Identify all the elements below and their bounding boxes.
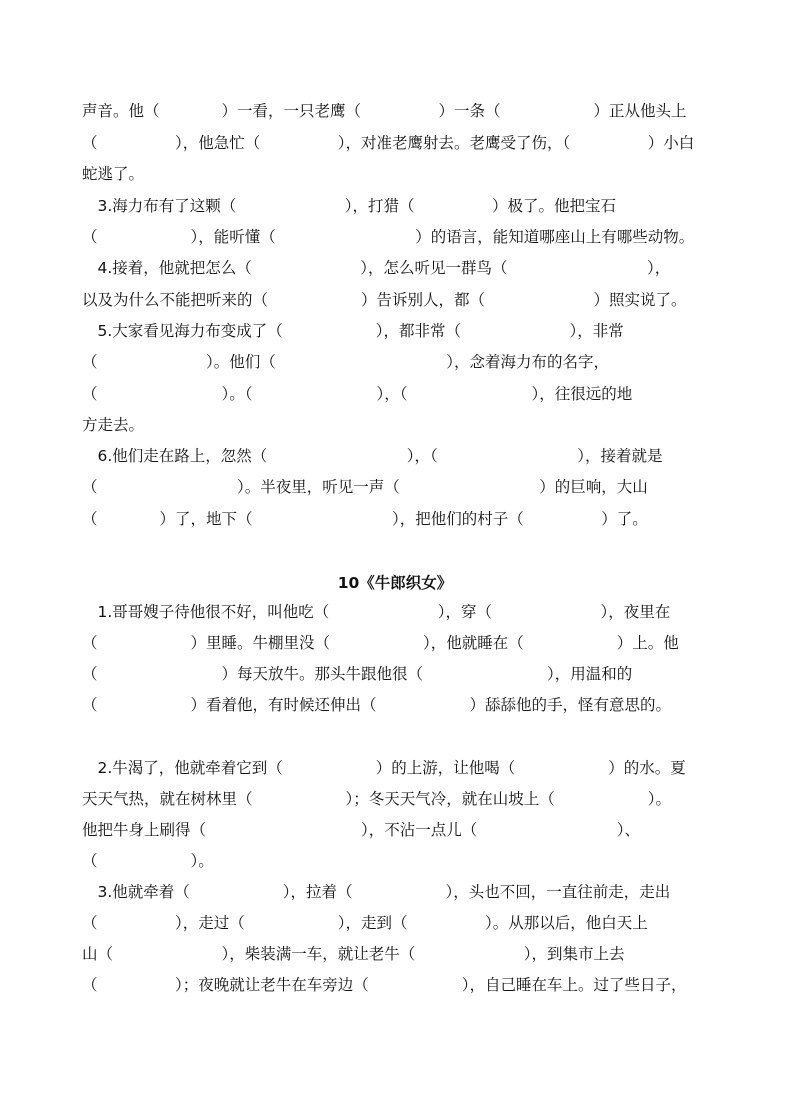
question-1-line-3: （ ）每天放牛。那头牛跟他很（ ），用温和的 [82, 665, 633, 683]
question-3-line-1: 3.海力布有了这颗（ ），打猎（ ）极了。他把宝石 [82, 197, 617, 215]
question-3b-line-3: 山（ ），柴装满一车，就让老牛（ ），到集市上去 [82, 945, 625, 963]
text-line: 蛇逃了。 [82, 165, 145, 183]
section-heading: 10《牛郎织女》 [337, 574, 453, 592]
question-5-line-2: （ ）。他们（ ），念着海力布的名字， [82, 353, 610, 371]
question-6-line-3: （ ）了，地下（ ），把他们的村子（ ）了。 [82, 510, 648, 528]
question-4-line-1: 4.接着，他就把怎么（ ），怎么听见一群鸟（ ）， [82, 259, 671, 277]
question-3b-line-4: （ ）；夜晚就让老牛在车旁边（ ），自己睡在车上。过了些日子， [82, 976, 687, 994]
text-line: （ ），他急忙（ ），对准老鹰射去。老鹰受了伤，（ ）小白 [82, 134, 695, 152]
question-6-line-2: （ ）。半夜里，听见一声（ ）的巨响，大山 [82, 478, 648, 496]
question-2-line-1: 2.牛渴了，他就牵着它到（ ）的上游，让他喝（ ）的水。夏 [82, 759, 686, 777]
question-3-line-2: （ ），能听懂（ ）的语言，能知道哪座山上有哪些动物。 [82, 228, 695, 246]
question-5-line-3: （ ）。（ ），（ ），往很远的地 [82, 385, 633, 403]
question-2-line-3: 他把牛身上刷得（ ），不沾一点儿（ ）、 [82, 821, 641, 839]
question-4-line-2: 以及为什么不能把听来的（ ）告诉别人，都（ ）照实说了。 [82, 291, 687, 309]
question-1-line-1: 1.哥哥嫂子待他很不好，叫他吃（ ），穿（ ），夜里在 [82, 603, 671, 621]
text-line: 声音。他（ ）一看，一只老鹰（ ）一条（ ）正从他头上 [82, 102, 687, 120]
question-3b-line-1: 3.他就牵着（ ），拉着（ ），头也不回，一直往前走，走出 [82, 883, 671, 901]
question-2-line-2: 天天气热，就在树林里（ ）；冬天天气冷，就在山坡上（ ）。 [82, 790, 672, 808]
question-5-line-1: 5.大家看见海力布变成了（ ），都非常（ ），非常 [82, 322, 624, 340]
question-6-line-1: 6.他们走在路上，忽然（ ），（ ），接着就是 [82, 447, 663, 465]
question-2-line-4: （ ）。 [82, 852, 214, 870]
question-1-line-2: （ ）里睡。牛棚里没（ ），他就睡在（ ）上。他 [82, 634, 679, 652]
question-3b-line-2: （ ），走过（ ），走到（ ）。从那以后，他白天上 [82, 914, 648, 932]
question-5-line-4: 方走去。 [82, 416, 145, 434]
question-1-line-4: （ ）看着他，有时候还伸出（ ）舔舔他的手，怪有意思的。 [82, 696, 672, 714]
